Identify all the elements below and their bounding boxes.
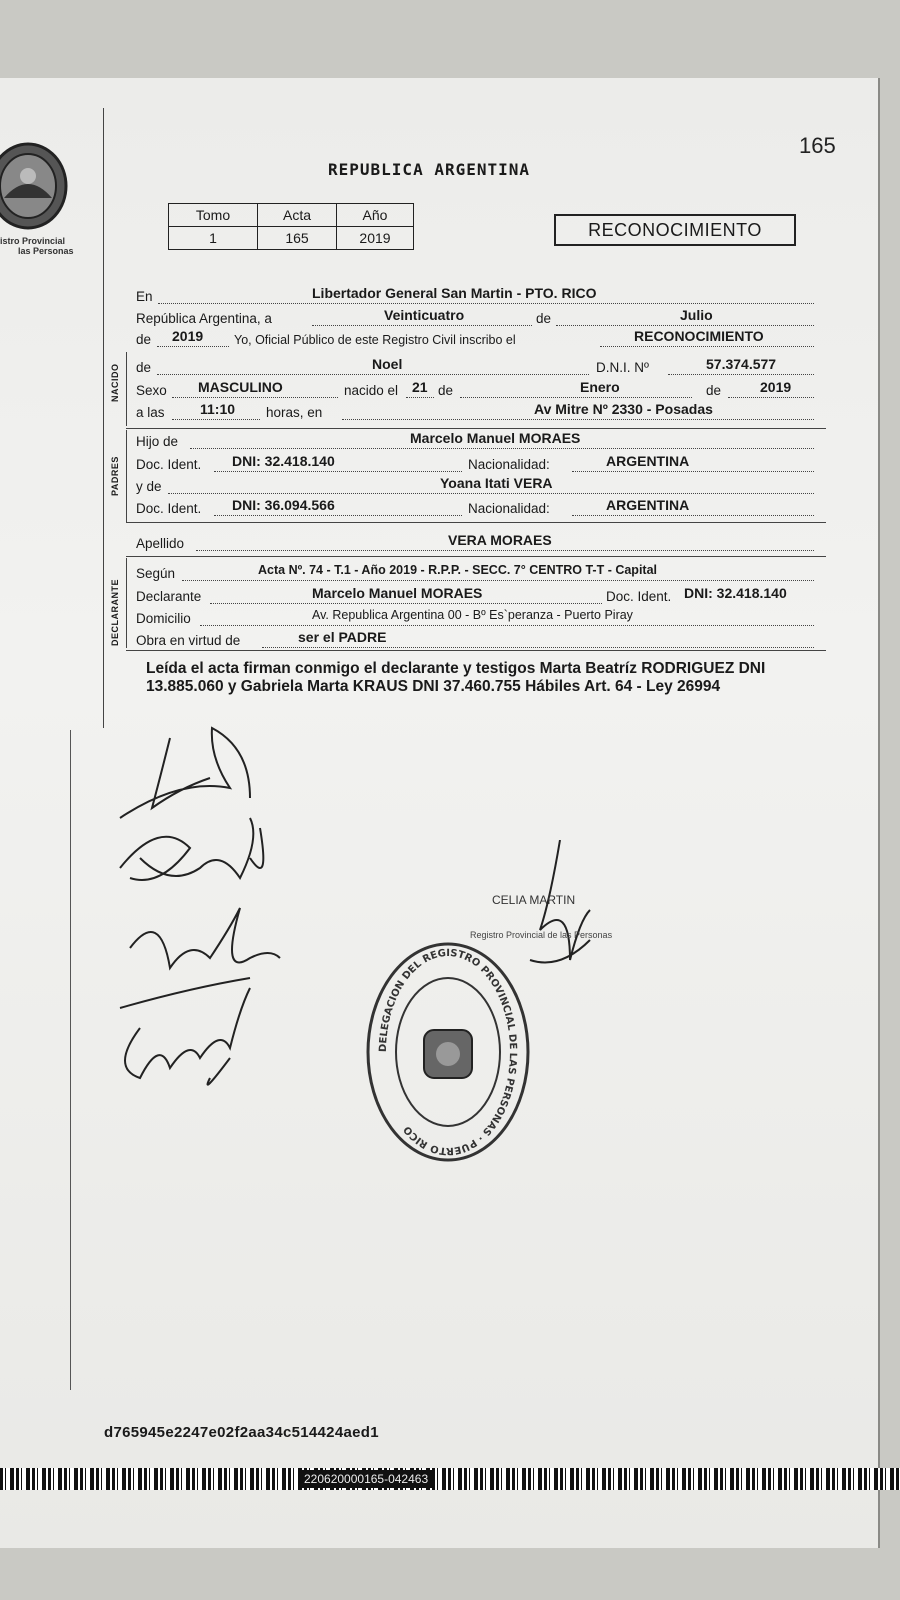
label-horas-en: horas, en <box>266 405 323 420</box>
label-nacionalidad-mother: Nacionalidad: <box>468 501 550 516</box>
label-hijo-de: Hijo de <box>136 434 179 449</box>
label-segun: Según <box>136 566 176 581</box>
label-de-name: de <box>136 360 152 375</box>
dots <box>157 346 229 347</box>
ledger-header-row <box>169 204 414 227</box>
section-padres: PADRES <box>110 456 120 496</box>
dots <box>158 303 814 304</box>
dots <box>312 325 532 326</box>
divider <box>126 650 826 651</box>
ledger-ano: 2019 <box>337 227 414 250</box>
name-value: Noel <box>372 356 403 372</box>
label-republica: República Argentina, a <box>136 311 272 326</box>
place-value: Libertador General San Martin - PTO. RICO <box>312 285 597 301</box>
document-hash: d765945e2247e02f2aa34c514424aed1 <box>104 1424 379 1441</box>
ledger-header-acta: Acta <box>258 204 337 227</box>
closing-statement: Leída el acta firman conmigo el declarante y testigos Marta Beatríz RODRIGUEZ DNI 13.885.060 y Gabriela Marta KRAUS DNI 37.460.755 Hábiles Art. 64 - Ley 26994 <box>146 660 766 695</box>
surname-value: VERA MORAES <box>448 532 552 548</box>
signature-4-icon <box>125 988 250 1085</box>
declarant-dni-value: DNI: 32.418.140 <box>684 585 787 601</box>
address-value: Av. Republica Argentina 00 - Bº Es`peranza - Puerto Piray <box>312 608 633 622</box>
ledger-header-ano: Año <box>337 204 414 227</box>
dots <box>182 580 814 581</box>
dots <box>200 625 814 626</box>
label-doc-ident-declarant: Doc. Ident. <box>606 589 672 604</box>
divider <box>126 522 826 523</box>
day-value: Veinticuatro <box>384 307 465 323</box>
signature-3-icon <box>120 908 280 1008</box>
dots <box>168 493 814 494</box>
label-dni: D.N.I. Nº <box>596 360 649 375</box>
seal-text: DELEGACION DEL REGISTRO PROVINCIAL DE LAS PERSONAS · PUERTO RICO <box>377 947 519 1157</box>
provincial-seal-icon <box>0 140 70 232</box>
register-label-line1: istro Provincial <box>0 236 66 246</box>
label-de-byear: de <box>706 383 722 398</box>
barcode <box>0 1468 900 1490</box>
dots <box>214 471 462 472</box>
dots <box>172 419 260 420</box>
dots <box>572 471 814 472</box>
birth-time-value: 11:10 <box>200 401 236 417</box>
dots <box>262 647 814 648</box>
label-doc-ident-mother: Doc. Ident. <box>136 501 202 516</box>
dots <box>572 515 814 516</box>
dots <box>342 419 814 420</box>
birth-place-value: Av Mitre Nº 2330 - Posadas <box>534 401 713 417</box>
label-apellido: Apellido <box>136 536 185 551</box>
label-oficial: Yo, Oficial Público de este Registro Civil inscribo el <box>234 333 516 347</box>
signature-2-icon <box>120 818 263 880</box>
record-type-box: RECONOCIMIENTO <box>554 214 796 246</box>
month-value: Julio <box>680 307 713 323</box>
official-name: CELIA MARTIN <box>492 893 576 907</box>
dots <box>196 550 814 551</box>
barcode-number: 220620000165-042463 <box>298 1470 434 1488</box>
label-doc-ident: Doc. Ident. <box>136 457 202 472</box>
label-declarante: Declarante <box>136 589 202 604</box>
document-title: REPUBLICA ARGENTINA <box>328 160 531 179</box>
margin-rule-lower <box>70 730 71 1390</box>
dots <box>668 374 814 375</box>
label-nacionalidad: Nacionalidad: <box>468 457 550 472</box>
section-bar <box>126 352 127 426</box>
ledger-acta: 165 <box>258 227 337 250</box>
ledger-value-row <box>169 227 414 250</box>
section-bar <box>126 430 127 522</box>
dots <box>190 448 814 449</box>
mother-name-value: Yoana Itati VERA <box>440 475 553 491</box>
by-virtue-value: ser el PADRE <box>298 629 387 645</box>
label-de-year: de <box>136 332 152 347</box>
ledger-tomo: 1 <box>169 227 258 250</box>
section-bar <box>126 558 127 648</box>
dots <box>214 515 462 516</box>
signatures-graphic <box>100 718 300 1118</box>
label-de: de <box>536 311 552 326</box>
father-nationality-value: ARGENTINA <box>606 453 690 469</box>
dots <box>460 397 692 398</box>
according-to-value: Acta Nº. 74 - T.1 - Año 2019 - R.P.P. - SECC. 7° CENTRO T-T - Capital <box>258 563 658 577</box>
delegation-seal-icon <box>362 936 534 1168</box>
dni-value: 57.374.577 <box>706 356 777 372</box>
section-declarante: DECLARANTE <box>110 579 120 646</box>
official-title: Registro Provincial de las Personas <box>470 930 613 940</box>
father-dni-value: DNI: 32.418.140 <box>232 453 335 469</box>
label-a-las: a las <box>136 405 165 420</box>
label-en: En <box>136 289 153 304</box>
dots <box>172 397 338 398</box>
label-y-de: y de <box>136 479 162 494</box>
father-name-value: Marcelo Manuel MORAES <box>410 430 581 446</box>
dots <box>210 603 602 604</box>
birth-year-value: 2019 <box>760 379 792 395</box>
register-label <box>0 236 74 256</box>
label-obra: Obra en virtud de <box>136 633 241 648</box>
label-sexo: Sexo <box>136 383 167 398</box>
birth-month-value: Enero <box>580 379 620 395</box>
dots <box>157 374 589 375</box>
page-number: 165 <box>799 133 836 158</box>
ledger-header-tomo: Tomo <box>169 204 258 227</box>
label-domicilio: Domicilio <box>136 611 191 626</box>
act-type-value: RECONOCIMIENTO <box>634 328 764 344</box>
section-nacido: NACIDO <box>110 363 120 402</box>
dots <box>406 397 434 398</box>
label-nacido-el: nacido el <box>344 383 399 398</box>
dots <box>600 346 814 347</box>
mother-nationality-value: ARGENTINA <box>606 497 690 513</box>
margin-rule <box>103 108 104 728</box>
dots <box>728 397 814 398</box>
birth-day-value: 21 <box>412 379 428 395</box>
divider <box>126 556 826 557</box>
declarant-value: Marcelo Manuel MORAES <box>312 585 483 601</box>
year-value: 2019 <box>172 328 204 344</box>
label-de-month: de <box>438 383 454 398</box>
register-label-line2: las Personas <box>18 246 74 256</box>
ledger-table <box>168 203 414 250</box>
mother-dni-value: DNI: 36.094.566 <box>232 497 335 513</box>
sex-value: MASCULINO <box>198 379 283 395</box>
signature-1-icon <box>120 728 250 818</box>
